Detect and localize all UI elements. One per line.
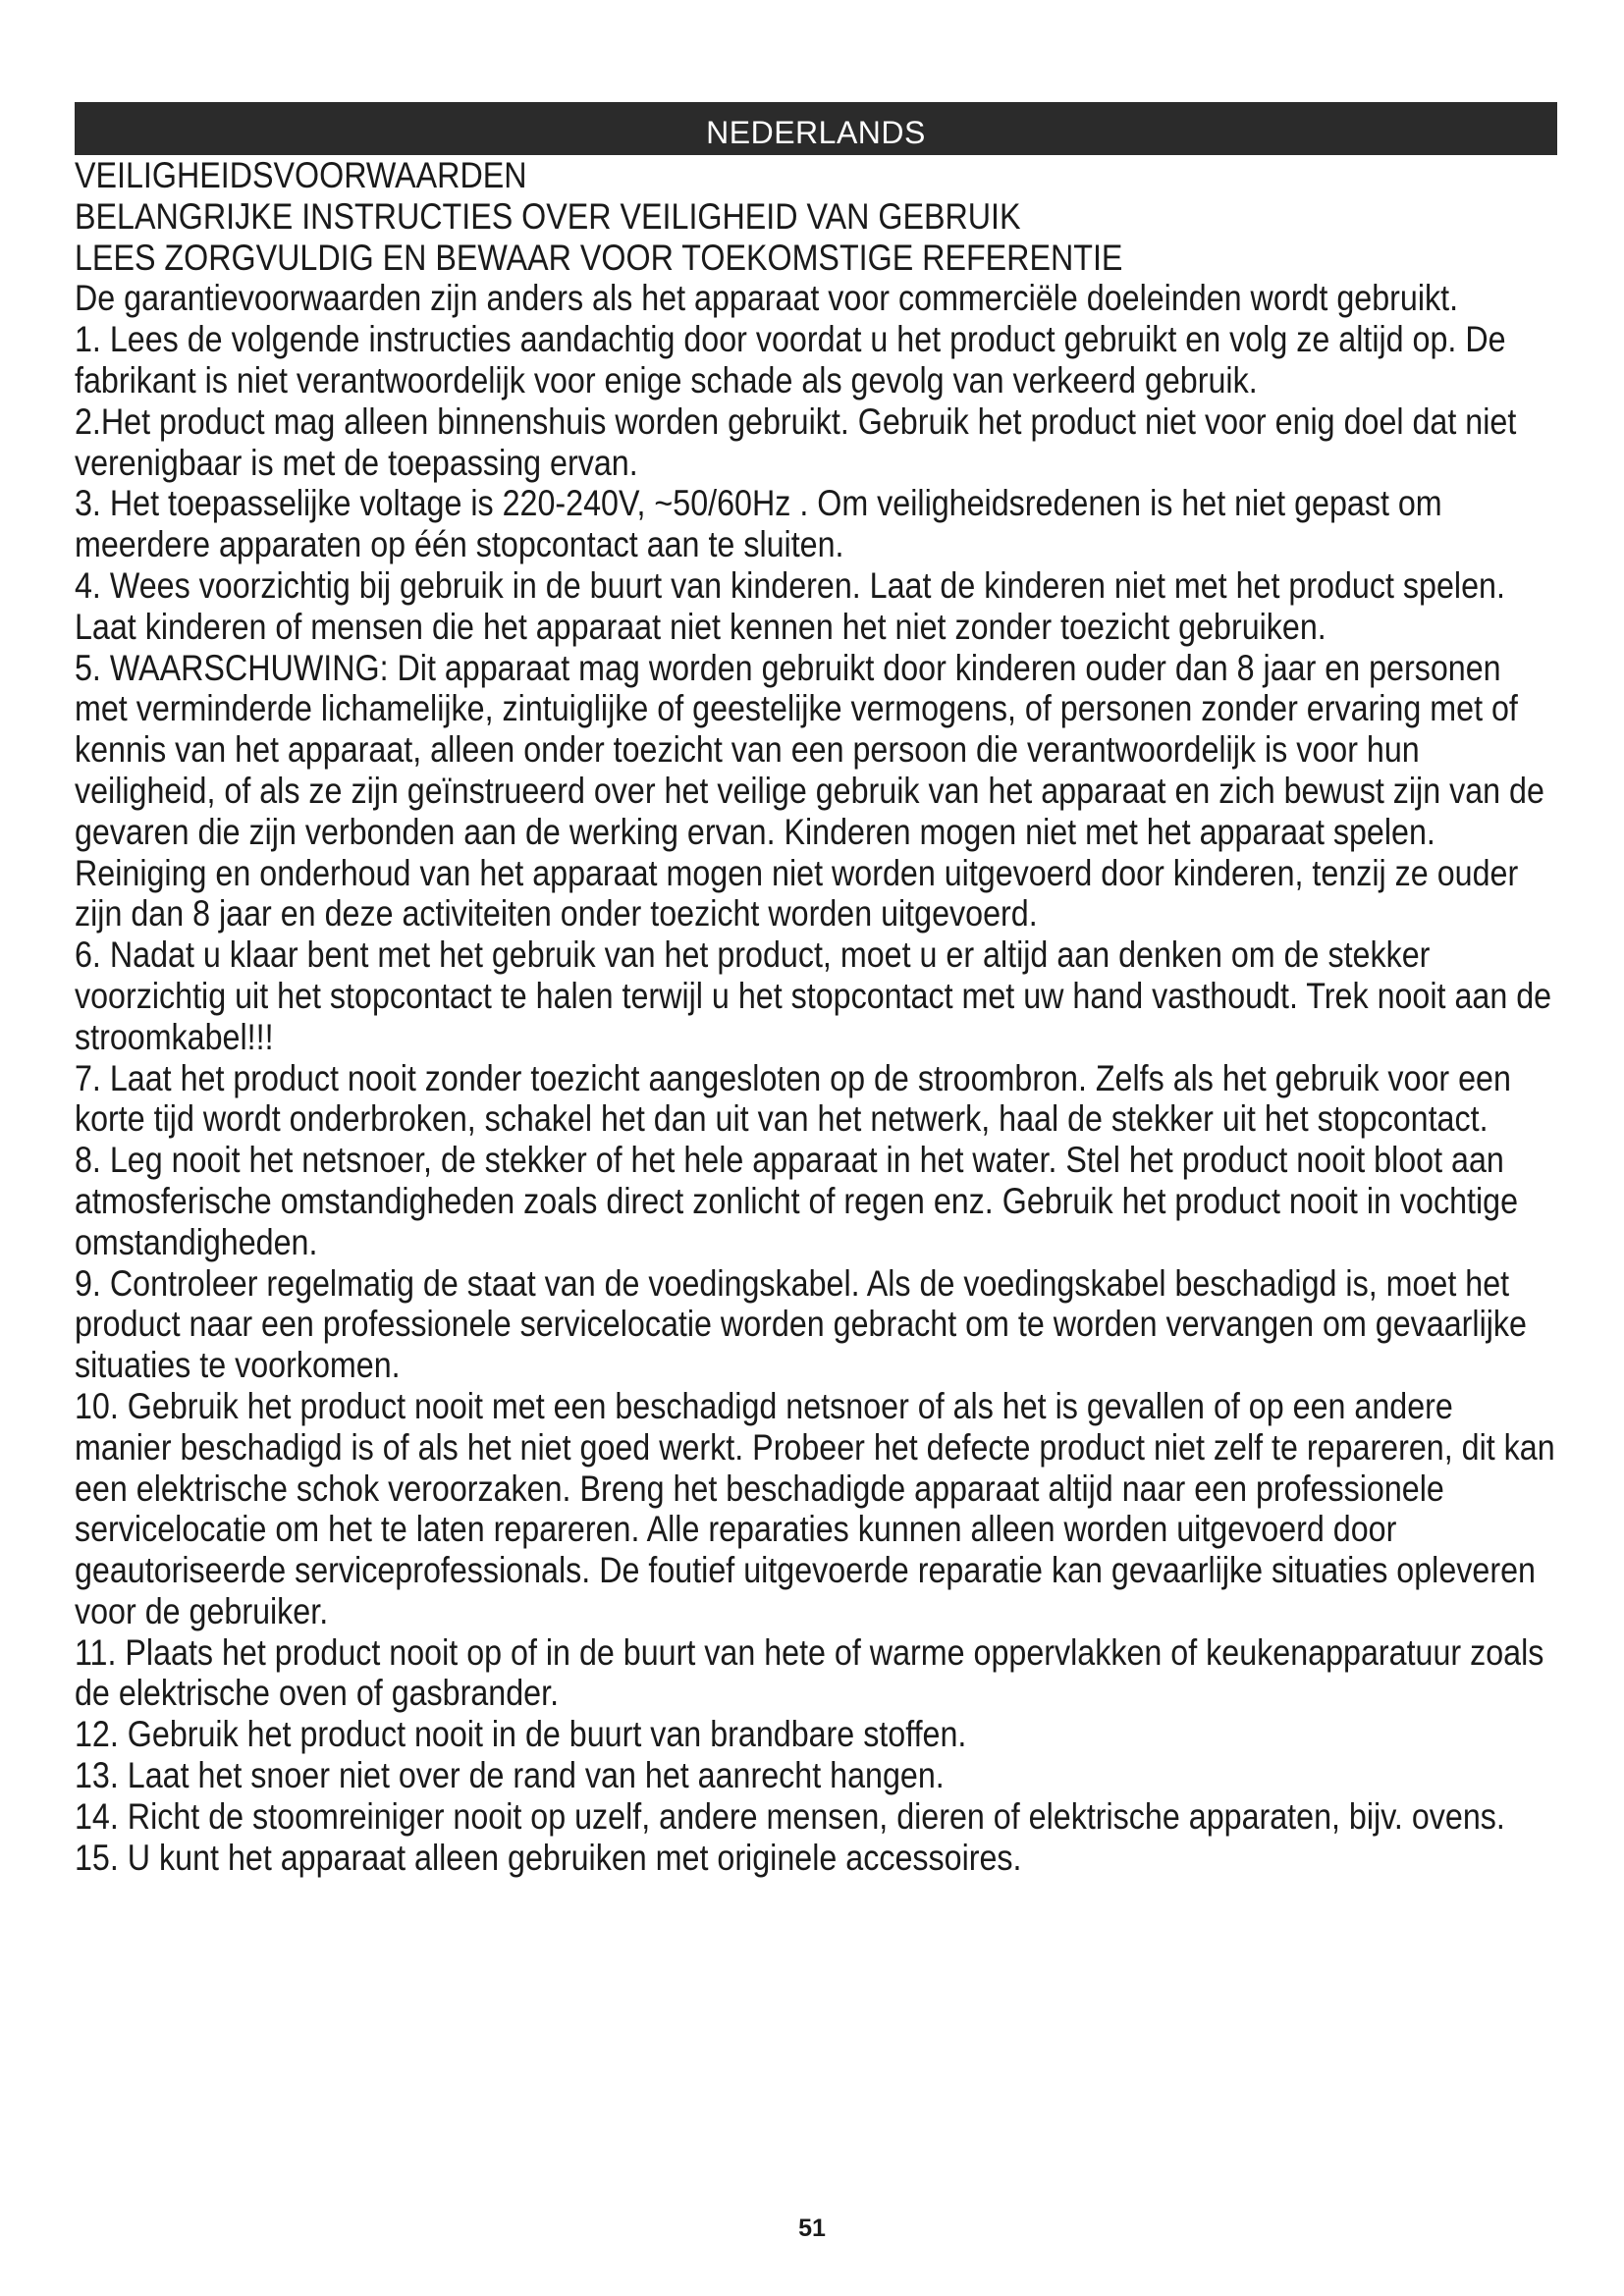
instruction-item-2: 2.Het product mag alleen binnenshuis worden gebruikt. Gebruik het product niet voor enig doel dat niet verenigbaar is met de toepassing ervan. xyxy=(75,400,1517,483)
manual-page xyxy=(75,102,1557,1878)
instruction-item-13: 13. Laat het snoer niet over de rand van het aanrecht hangen. xyxy=(75,1754,945,1796)
section-headings xyxy=(75,155,1557,278)
language-header-bar xyxy=(75,102,1557,155)
instruction-item-6: 6. Nadat u klaar bent met het gebruik van het product, moet u er altijd aan denken om de stekker voorzichtig uit het stopcontact te halen terwijl u het stopcontact met uw hand vasthoudt. Trek nooit aan de stroomkabel!!! xyxy=(75,934,1552,1057)
instruction-item-12: 12. Gebruik het product nooit in de buurt van brandbare stoffen. xyxy=(75,1713,967,1755)
page-number: 51 xyxy=(798,2215,826,2242)
instruction-item-4: 4. Wees voorzichtig bij gebruik in de buurt van kinderen. Laat de kinderen niet met het product spelen. Laat kinderen of mensen die het apparaat niet kennen het niet zonder toezicht gebruiken. xyxy=(75,563,1505,647)
instruction-item-9: 9. Controleer regelmatig de staat van de voedingskabel. Als de voedingskabel beschadigd is, moet het product naar een professionele servicelocatie worden gebracht om te worden vervangen om gevaarlijke situaties te voorkomen. xyxy=(75,1261,1527,1386)
language-label: NEDERLANDS xyxy=(706,115,926,150)
instruction-item-7: 7. Laat het product nooit zonder toezicht aangesloten op de stroombron. Zelfs als het gebruik voor een korte tijd wordt onderbroken, schakel het dan uit van het netwerk, haal de stekker uit het stopcontact. xyxy=(75,1056,1511,1140)
instruction-item-10: 10. Gebruik het product nooit met een beschadigd netsnoer of als het is gevallen of op een andere manier beschadigd is of als het niet goed werkt. Probeer het defecte product niet zelf te repareren, dit kan een elektrische schok veroorzaken. Breng het beschadigde apparaat altijd naar een professionele servicelocatie om het te laten repareren. Alle reparaties kunnen alleen worden uitgevoerd door geautoriseerde serviceprofessionals. De foutief uitgevoerde reparatie kan gevaarlijke situaties opleveren voor de gebruiker. xyxy=(75,1384,1555,1631)
instruction-item-5: 5. WAARSCHUWING: Dit apparaat mag worden gebruikt door kinderen ouder dan 8 jaar en personen met verminderde lichamelijke, zintuiglijke of geestelijke vermogens, of personen zonder ervaring met of kennis van het apparaat, alleen onder toezicht van een persoon die verantwoordelijk is voor hun veiligheid, of als ze zijn geïnstrueerd over het veilige gebruik van het apparaat en zich bewust zijn van de gevaren die zijn verbonden aan de werking ervan. Kinderen mogen niet met het apparaat spelen. Reiniging en onderhoud van het apparaat mogen niet worden uitgevoerd door kinderen, tenzij ze ouder zijn dan 8 jaar en deze activiteiten onder toezicht worden uitgevoerd. xyxy=(75,646,1544,934)
instruction-item-15: 15. U kunt het apparaat alleen gebruiken met originele accessoires. xyxy=(75,1836,1022,1878)
instruction-item-1: 1. Lees de volgende instructies aandachtig door voordat u het product gebruikt en volg ze altijd op. De fabrikant is niet verantwoordelijk voor enige schade als gevolg van verkeerd gebruik. xyxy=(75,318,1506,400)
section-subtitle-2: LEES ZORGVULDIG EN BEWAAR VOOR TOEKOMSTIGE REFERENTIE xyxy=(75,236,1123,278)
section-subtitle: BELANGRIJKE INSTRUCTIES OVER VEILIGHEID VAN GEBRUIK xyxy=(75,194,1021,237)
section-title: VEILIGHEIDSVOORWAARDEN xyxy=(75,154,527,195)
instruction-item-8: 8. Leg nooit het netsnoer, de stekker of het hele apparaat in het water. Stel het product nooit bloot aan atmosferische omstandigheden zoals direct zonlicht of regen enz. Gebruik het product nooit in vochtige omstandigheden. xyxy=(75,1139,1519,1262)
safety-section xyxy=(75,155,1557,1878)
warranty-intro: De garantievoorwaarden zijn anders als het apparaat voor commerciële doeleinden wordt gebruikt. xyxy=(75,277,1459,319)
instruction-item-11: 11. Plaats het product nooit op of in de buurt van hete of warme oppervlakken of keukenapparatuur zoals de elektrische oven of gasbrander. xyxy=(75,1630,1544,1714)
instruction-item-14: 14. Richt de stoomreiniger nooit op uzelf, andere mensen, dieren of elektrische apparaten, bijv. ovens. xyxy=(75,1794,1505,1837)
instruction-item-3: 3. Het toepasselijke voltage is 220-240V, ~50/60Hz . Om veiligheidsredenen is het niet gepast om meerdere apparaten op één stopcontact aan te sluiten. xyxy=(75,482,1442,565)
